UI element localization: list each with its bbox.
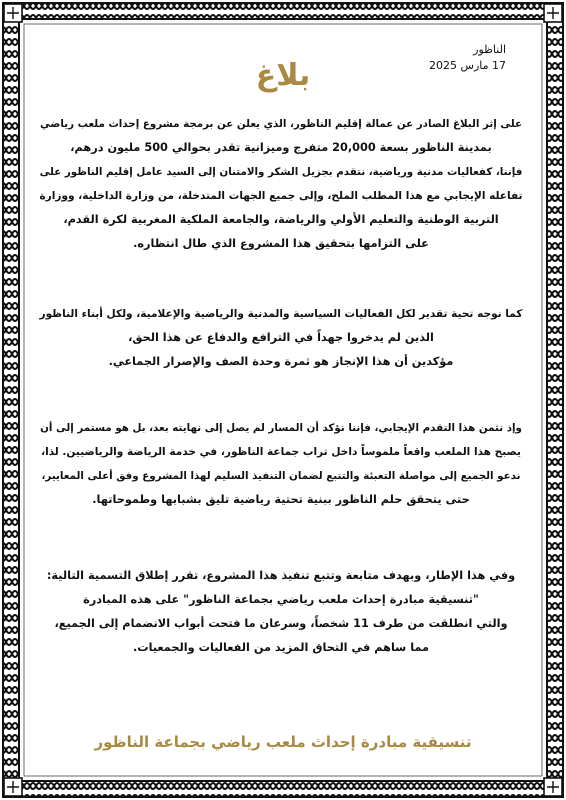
body-line: بمدينة الناظور بسعة 20,000 متفرج وميزانية تقدر بحوالي 500 مليون درهم،: [70, 141, 492, 154]
signature: تنسيقية مبادرة إحداث ملعب رياضي بجماعة الناظور: [94, 733, 472, 751]
body-line: وإذ نثمن هذا التقدم الإيجابي، فإننا نؤكد أن المسار لم يصل إلى نهايته بعد، بل هو مستمر إلى أن: [40, 422, 522, 434]
body-line: على التزامها بتحقيق هذا المشروع الذي طال انتظاره.: [133, 237, 429, 250]
body-line: فإننا، كفعاليات مدنية ورياضية، نتقدم بجزيل الشكر والامتنان إلى السيد عامل إقليم الناظور على: [39, 166, 523, 178]
paragraph-naming: [38, 564, 524, 660]
body-line: "تنسيقية مبادرة إحداث ملعب رياضي بجماعة الناظور" على هذه المبادرة: [83, 593, 479, 606]
document-body: [38, 112, 524, 660]
body-line: على إثر البلاغ الصادر عن عمالة إقليم الناظور، الذي يعلن عن برمجة مشروع إحداث ملعب رياضي: [39, 118, 523, 130]
city-label: الناظور: [473, 43, 506, 56]
body-line: التربية الوطنية والتعليم الأولي والرياضة، والجامعة الملكية المغربية لكرة القدم،: [63, 213, 499, 226]
body-line: مؤكدين أن هذا الإنجاز هو ثمرة وحدة الصف والإصرار الجماعي.: [108, 355, 454, 368]
paragraph-continuation: [38, 416, 524, 512]
body-line: تفاعله الإيجابي مع هذا المطلب الملح، وإلى جميع الجهات المتدخلة، من وزارة الداخلية، ووزارة: [39, 190, 523, 202]
date-label: 17 مارس 2025: [429, 59, 506, 72]
body-line: ندعو الجميع إلى مواصلة التعبئة والتتبع لضمان التنفيذ السليم لهذا المشروع وفق أعلى المعايير،: [41, 470, 521, 482]
body-line: والتي انطلقت من طرف 11 شخصاً، وسرعان ما فتحت أبواب الانضمام إلى الجميع،: [54, 617, 508, 630]
body-line: مما ساهم في التحاق المزيد من الفعاليات والجمعيات.: [132, 641, 430, 654]
paragraph-appreciation: [38, 302, 524, 374]
body-line: الذين لم يدخروا جهداً في الترافع والدفاع عن هذا الحق،: [128, 331, 434, 344]
document-title: بلاغ: [255, 58, 311, 93]
paragraph-thanks: [38, 112, 524, 256]
body-line: وفي هذا الإطار، وبهدف متابعة وتتبع تنفيذ هذا المشروع، تقرر إطلاق التسمية التالية:: [46, 569, 516, 582]
body-line: كما نوجه تحية تقدير لكل الفعاليات السياسية والمدنية والرياضية والإعلامية، ولكل أبناء الناظور: [39, 308, 523, 320]
body-line: حتى يتحقق حلم الناظور ببنية تحتية رياضية تليق بشبابها وطموحاتها.: [92, 493, 470, 506]
body-line: يصبح هذا الملعب واقعاً ملموساً داخل تراب جماعة الناظور، في خدمة الرياضة والرياضيين. لذا،: [41, 446, 521, 458]
